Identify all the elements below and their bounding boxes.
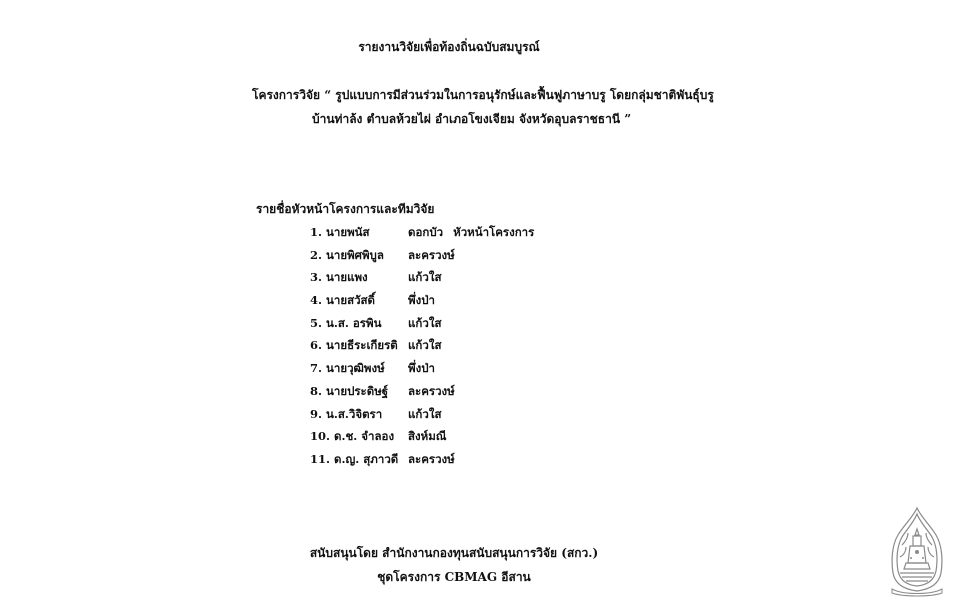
- member-name: 6. นายธีระเกียรติ: [310, 338, 398, 353]
- member-row: [310, 451, 534, 474]
- member-surname: พึ่งป่า: [408, 293, 435, 308]
- project-title-line-2: บ้านท่าล้ง ตำบลห้วยไผ่ อำเภอโขงเจียม จังหวัดอุบลราชธานี ”: [312, 112, 632, 126]
- member-row: [310, 224, 534, 247]
- member-row: [310, 269, 534, 292]
- member-surname: ละครวงษ์: [408, 451, 455, 466]
- member-row: [310, 360, 534, 383]
- member-surname: แก้วใส: [408, 406, 442, 421]
- member-surname: พึ่งป่า: [408, 361, 435, 376]
- member-row: [310, 383, 534, 406]
- member-row: [310, 337, 534, 360]
- member-row: [310, 292, 534, 315]
- member-surname: แก้วใส: [408, 315, 442, 330]
- member-name: 10. ด.ช. จำลอง: [310, 429, 395, 444]
- member-surname: ละครวงษ์: [408, 247, 455, 262]
- sponsor-line: สนับสนุนโดย สำนักงานกองทุนสนับสนุนการวิจัย (สกว.): [309, 546, 599, 560]
- trf-emblem-icon: [888, 505, 946, 597]
- member-name: 11. ด.ญ. สุภาวดี: [310, 451, 399, 466]
- member-list: [310, 224, 534, 474]
- member-name: 5. น.ส. อรพิน: [310, 315, 382, 330]
- member-surname: ดอกบัว: [408, 225, 444, 239]
- member-surname: แก้วใส: [408, 338, 442, 353]
- member-row: [310, 315, 534, 338]
- member-row: [310, 428, 534, 451]
- member-surname: สิงห์มณี: [408, 429, 447, 444]
- member-role: หัวหน้าโครงการ: [453, 225, 535, 239]
- document-title: รายงานวิจัยเพื่อท้องถิ่นฉบับสมบูรณ์: [358, 40, 540, 54]
- member-row: [310, 247, 534, 270]
- member-surname: แก้วใส: [408, 270, 442, 285]
- member-row: [310, 406, 534, 429]
- member-name: 1. นายพนัส: [310, 225, 370, 239]
- member-name: 8. นายประดิษฐ์: [310, 383, 389, 398]
- member-name: 4. นายสวัสดิ์: [310, 293, 376, 308]
- member-name: 9. น.ส.วิจิตรา: [310, 406, 383, 421]
- team-heading: รายชื่อหัวหน้าโครงการและทีมวิจัย: [256, 202, 435, 216]
- program-line: ชุดโครงการ CBMAG อีสาน: [377, 570, 531, 584]
- member-name: 3. นายแพง: [310, 270, 368, 285]
- member-surname: ละครวงษ์: [408, 383, 455, 398]
- member-name: 2. นายพิศพิบูล: [310, 247, 384, 262]
- project-title-line-1: โครงการวิจัย “ รูปแบบการมีส่วนร่วมในการอนุรักษ์และฟื้นฟูภาษาบรู โดยกลุ่มชาติพันธุ์บรู: [252, 88, 714, 102]
- member-name: 7. นายวุฒิพงษ์: [310, 361, 385, 376]
